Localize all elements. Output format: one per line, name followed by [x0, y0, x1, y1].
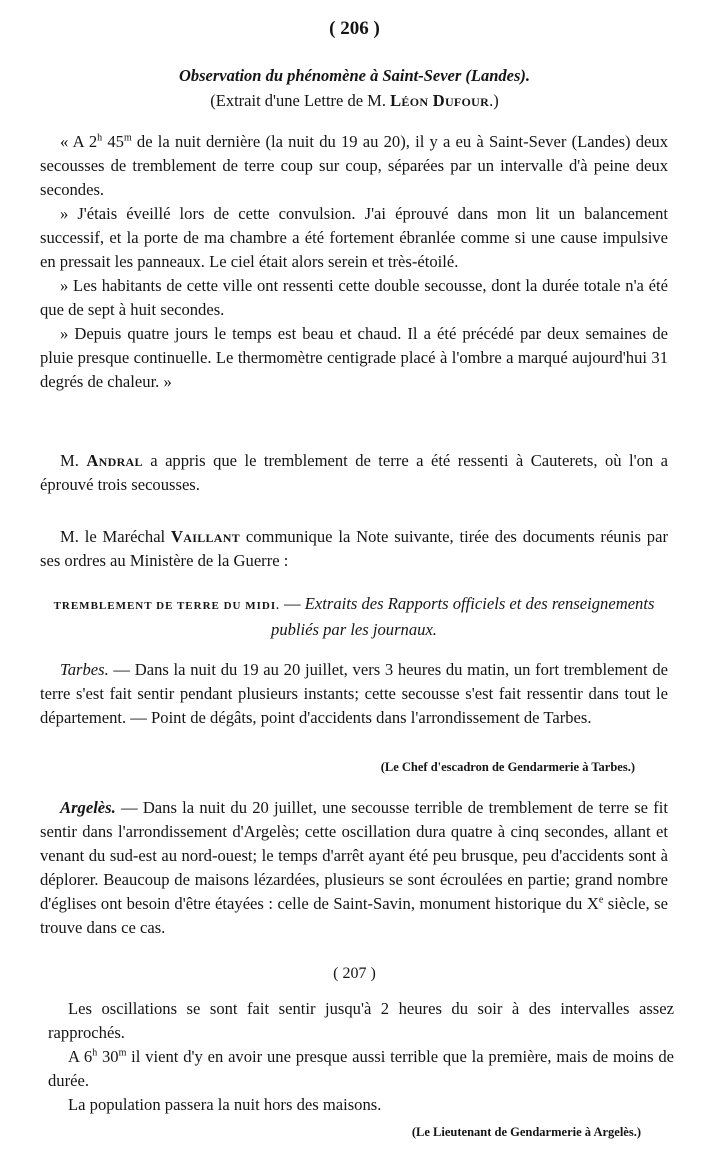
letter-paragraph-4: » Depuis quatre jours le temps est beau et chaud. Il a été précédé par deux semaines de pluie presque continuelle. Le thermomètre centigrade placé à l'ombre a marqué aujourd'hui 31 degrés de chaleur. »: [40, 324, 668, 391]
argeles-paragraph-2: Les oscillations se sont fait sentir jusqu'à 2 heures du soir à des intervalles assez rapprochés.: [48, 999, 674, 1042]
section-subtitle: Extraits des Rapports officiels et des renseignements publiés par les journaux.: [271, 594, 655, 639]
letter-paragraph-3: » Les habitants de cette ville ont ressenti cette double secousse, dont la durée totale n'a été que de sept à huit secondes.: [40, 276, 668, 319]
vaillant-name: Vaillant: [170, 527, 241, 546]
tarbes-place: Tarbes.: [60, 660, 109, 679]
section-label: TREMBLEMENT DE TERRE DU MIDI.: [53, 600, 280, 612]
argeles-signature: (Le Lieutenant de Gendarmerie à Argelès.): [411, 1125, 641, 1139]
observation-subtitle: [0, 91, 709, 111]
andral-name: Andral: [86, 451, 143, 470]
argeles-paragraph-3: A 6$^h$ 30$^m$ il vient d'y en avoir une presque aussi terrible que la première, mais de moins de durée.: [48, 1047, 674, 1090]
tarbes-report: Tarbes. — Dans la nuit du 19 au 20 juillet, vers 3 heures du matin, un fort tremblement de terre s'est fait sentir pendant plusieurs instants; cette secousse s'est fait ressentir dans tout le département. — Point de dégâts, point d'accidents dans l'arrondissement de Tarbes.: [40, 660, 668, 727]
subtitle-post: .): [489, 91, 499, 110]
letter-text: [40, 130, 668, 394]
page-number-207: ( 207 ): [333, 965, 376, 982]
subtitle-pre: (Extrait d'une Lettre de M.: [210, 91, 391, 110]
argeles-report: Argelès. — Dans la nuit du 20 juillet, une secousse terrible de tremblement de terre se fit sentir dans l'arrondissement d'Argelès; cette oscillation dura quatre à cinq secondes, allant et venant du sud-est au nord-ouest; le temps d'arrêt ayant été peu brusque, peu d'accidents sont à déplorer. Beaucoup de maisons lézardées, plusieurs se sont écroulées en partie; grand nombre d'églises ont besoin d'être étayées : celle de Saint-Savin, monument historique du Xe siècle, se trouve dans ce cas.: [40, 798, 668, 937]
section-heading: TREMBLEMENT DE TERRE DU MIDI. — Extraits des Rapports officiels et des renseignements publiés par les journaux.: [53, 594, 655, 639]
argeles-continuation: [48, 997, 674, 1117]
andral-note: M. Andral a appris que le tremblement de terre a été ressenti à Cauterets, où l'on a éprouvé trois secousses.: [40, 451, 668, 494]
tarbes-signature: (Le Chef d'escadron de Gendarmerie à Tarbes.): [380, 760, 635, 774]
letter-paragraph-1: « A 2$^h$ 45$^m$ de la nuit dernière (la nuit du 19 au 20), il y a eu à Saint-Sever (Landes) deux secousses de tremblement de terre coup sur coup, séparées par un intervalle d'à peine deux secondes.: [40, 132, 668, 199]
author-name: Léon Dufour: [390, 91, 490, 110]
page-number-206: ( 206 ): [329, 18, 380, 39]
observation-title: Observation du phénomène à Saint-Sever (Landes).: [178, 66, 531, 85]
letter-paragraph-2: » J'étais éveillé lors de cette convulsion. J'ai éprouvé dans mon lit un balancement successif, et la porte de ma chambre a été fortement ébranlée comme si une cause impulsive en pressait les panneaux. Le ciel était alors serein et très-étoilé.: [40, 204, 668, 271]
argeles-place: Argelès.: [60, 798, 116, 817]
vaillant-note: M. le Maréchal Vaillant communique la Note suivante, tirée des documents réunis par ses ordres au Ministère de la Guerre :: [40, 527, 668, 570]
argeles-paragraph-4: La population passera la nuit hors des maisons.: [68, 1095, 382, 1114]
